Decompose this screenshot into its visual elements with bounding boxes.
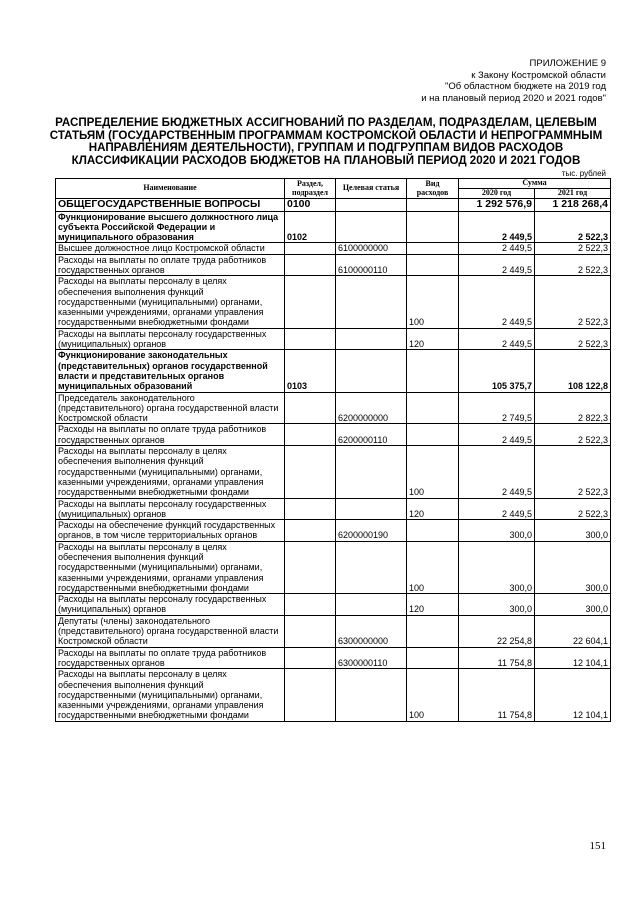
cell-2020: 2 449,5 [459,328,535,350]
cell-2020: 11 754,8 [459,647,535,669]
table-row [56,594,611,616]
cell-2021: 300,0 [535,594,611,616]
cell-name: Расходы на выплаты персоналу государственных (муниципальных) органов [56,594,285,616]
cell-section: 0103 [285,350,336,392]
cell-section [285,498,336,520]
cell-section [285,615,336,647]
cell-type [407,199,459,212]
cell-2021: 2 522,3 [535,254,611,276]
cell-type: 100 [407,276,459,328]
table-row [56,424,611,446]
cell-2021: 2 522,3 [535,498,611,520]
table-row [56,446,611,498]
cell-code: 6300000110 [336,647,407,669]
cell-name: Расходы на выплаты персоналу в целях обеспечения выполнения функций государственными (муниципальными) органами, казенными учреждениями, органами управления государственными внебюджетными фондами [56,446,285,498]
cell-2021: 1 218 268,4 [535,199,611,212]
cell-type [407,243,459,254]
table-row [56,669,611,721]
cell-2021: 2 522,3 [535,276,611,328]
cell-2021: 108 122,8 [535,350,611,392]
cell-2021: 22 604,1 [535,615,611,647]
cell-name: ОБЩЕГОСУДАРСТВЕННЫЕ ВОПРОСЫ [56,199,285,212]
cell-2021: 2 522,3 [535,243,611,254]
budget-table [55,178,611,722]
document-title: РАСПРЕДЕЛЕНИЕ БЮДЖЕТНЫХ АССИГНОВАНИЙ ПО РАЗДЕЛАМ, ПОДРАЗДЕЛАМ, ЦЕЛЕВЫМ СТАТЬЯМ (ГОСУДАРСТВЕННЫМ ПРОГРАММАМ КОСТРОМСКОЙ ОБЛАСТИ И НЕПРОГРАММНЫМ НАПРАВЛЕНИЯМ ДЕЯТЕЛЬНОСТИ), ГРУППАМ И ПОДГРУППАМ ВИДОВ РАСХОДОВ КЛАССИФИКАЦИИ РАСХОДОВ БЮДЖЕТОВ НА ПЛАНОВЫЙ ПЕРИОД 2020 И 2021 ГОДОВ [49,116,603,167]
cell-type: 100 [407,446,459,498]
table-row [56,541,611,593]
header-year-2021: 2021 год [535,189,611,199]
header-section: Раздел, подраздел [285,179,336,199]
cell-2020: 2 449,5 [459,276,535,328]
appendix-line-1: ПРИЛОЖЕНИЕ 9 [529,58,606,69]
cell-code: 6100000000 [336,243,407,254]
cell-2021: 2 522,3 [535,211,611,243]
header-year-2020: 2020 год [459,189,535,199]
cell-name: Расходы на обеспечение функций государственных органов, в том числе территориальных органов [56,520,285,542]
cell-2020: 300,0 [459,594,535,616]
cell-section [285,392,336,424]
table-row [56,276,611,328]
cell-section: 0102 [285,211,336,243]
cell-2020: 2 449,5 [459,424,535,446]
cell-type [407,350,459,392]
cell-type [407,520,459,542]
cell-2020: 2 749,5 [459,392,535,424]
cell-code [336,541,407,593]
cell-2020: 1 292 576,9 [459,199,535,212]
cell-2021: 300,0 [535,541,611,593]
cell-name: Расходы на выплаты персоналу в целях обеспечения выполнения функций государственными (муниципальными) органами, казенными учреждениями, органами управления государственными внебюджетными фондами [56,669,285,721]
cell-2020: 11 754,8 [459,669,535,721]
cell-code: 6200000110 [336,424,407,446]
table-row [56,498,611,520]
cell-section [285,541,336,593]
appendix-line-2: к Закону Костромской области [471,69,606,81]
cell-2021: 2 522,3 [535,328,611,350]
cell-type: 100 [407,669,459,721]
cell-name: Расходы на выплаты по оплате труда работников государственных органов [56,254,285,276]
cell-section [285,446,336,498]
appendix-note [421,58,606,104]
cell-2021: 2 522,3 [535,446,611,498]
table-row [56,350,611,392]
cell-2020: 2 449,5 [459,243,535,254]
cell-section [285,328,336,350]
table-row [56,328,611,350]
cell-2021: 300,0 [535,520,611,542]
table-row [56,520,611,542]
cell-type [407,647,459,669]
page-number: 151 [589,840,606,852]
table-row [56,254,611,276]
appendix-line-3: "Об областном бюджете на 2019 год [445,81,606,92]
cell-section: 0100 [285,199,336,212]
cell-code [336,446,407,498]
cell-2021: 12 104,1 [535,647,611,669]
appendix-line-4: и на плановый период 2020 и 2021 годов" [421,92,606,104]
cell-section [285,424,336,446]
table-row [56,211,611,243]
cell-2020: 105 375,7 [459,350,535,392]
cell-name: Функционирование законодательных (представительных) органов государственной власти и представительных органов муниципальных образований [56,350,285,392]
table-row [56,647,611,669]
cell-type [407,392,459,424]
cell-name: Депутаты (члены) законодательного (представительного) органа государственной власти Костромской области [56,615,285,647]
cell-2021: 2 522,3 [535,424,611,446]
cell-code: 6100000110 [336,254,407,276]
cell-name: Расходы на выплаты персоналу государственных (муниципальных) органов [56,498,285,520]
cell-section [285,243,336,254]
cell-code [336,199,407,212]
header-code: Целевая статья [336,179,407,199]
cell-code [336,276,407,328]
cell-section [285,276,336,328]
table-row [56,615,611,647]
cell-type: 120 [407,594,459,616]
cell-type [407,615,459,647]
cell-2020: 2 449,5 [459,254,535,276]
cell-code: 6300000000 [336,615,407,647]
cell-2020: 2 449,5 [459,211,535,243]
cell-code [336,328,407,350]
cell-type: 100 [407,541,459,593]
cell-2020: 2 449,5 [459,446,535,498]
cell-code [336,498,407,520]
cell-type [407,211,459,243]
cell-type: 120 [407,328,459,350]
cell-code: 6200000190 [336,520,407,542]
cell-2020: 22 254,8 [459,615,535,647]
cell-section [285,520,336,542]
cell-2020: 300,0 [459,520,535,542]
cell-name: Функционирование высшего должностного лица субъекта Российской Федерации и муниципального образования [56,211,285,243]
cell-code [336,350,407,392]
cell-section [285,254,336,276]
cell-type [407,424,459,446]
cell-section [285,669,336,721]
cell-code [336,211,407,243]
header-name: Наименование [56,179,285,199]
cell-name: Расходы на выплаты персоналу государственных (муниципальных) органов [56,328,285,350]
cell-2021: 12 104,1 [535,669,611,721]
cell-section [285,594,336,616]
cell-2020: 300,0 [459,541,535,593]
cell-name: Расходы на выплаты по оплате труда работников государственных органов [56,647,285,669]
table-body [56,199,611,722]
cell-code [336,594,407,616]
cell-name: Расходы на выплаты персоналу в целях обеспечения выполнения функций государственными (муниципальными) органами, казенными учреждениями, органами управления государственными внебюджетными фондами [56,276,285,328]
cell-name: Председатель законодательного (представительного) органа государственной власти Костромской области [56,392,285,424]
cell-name: Расходы на выплаты по оплате труда работников государственных органов [56,424,285,446]
header-sum: Сумма [459,179,611,189]
table-row [56,243,611,254]
cell-2021: 2 822,3 [535,392,611,424]
cell-code [336,669,407,721]
units-label: тыс. рублей [561,169,606,178]
header-type: Вид расходов [407,179,459,199]
table-row [56,392,611,424]
cell-name: Высшее должностное лицо Костромской области [56,243,285,254]
cell-name: Расходы на выплаты персоналу в целях обеспечения выполнения функций государственными (муниципальными) органами, казенными учреждениями, органами управления государственными внебюджетными фондами [56,541,285,593]
cell-code: 6200000000 [336,392,407,424]
cell-2020: 2 449,5 [459,498,535,520]
cell-type [407,254,459,276]
cell-type: 120 [407,498,459,520]
table-row [56,199,611,212]
cell-section [285,647,336,669]
